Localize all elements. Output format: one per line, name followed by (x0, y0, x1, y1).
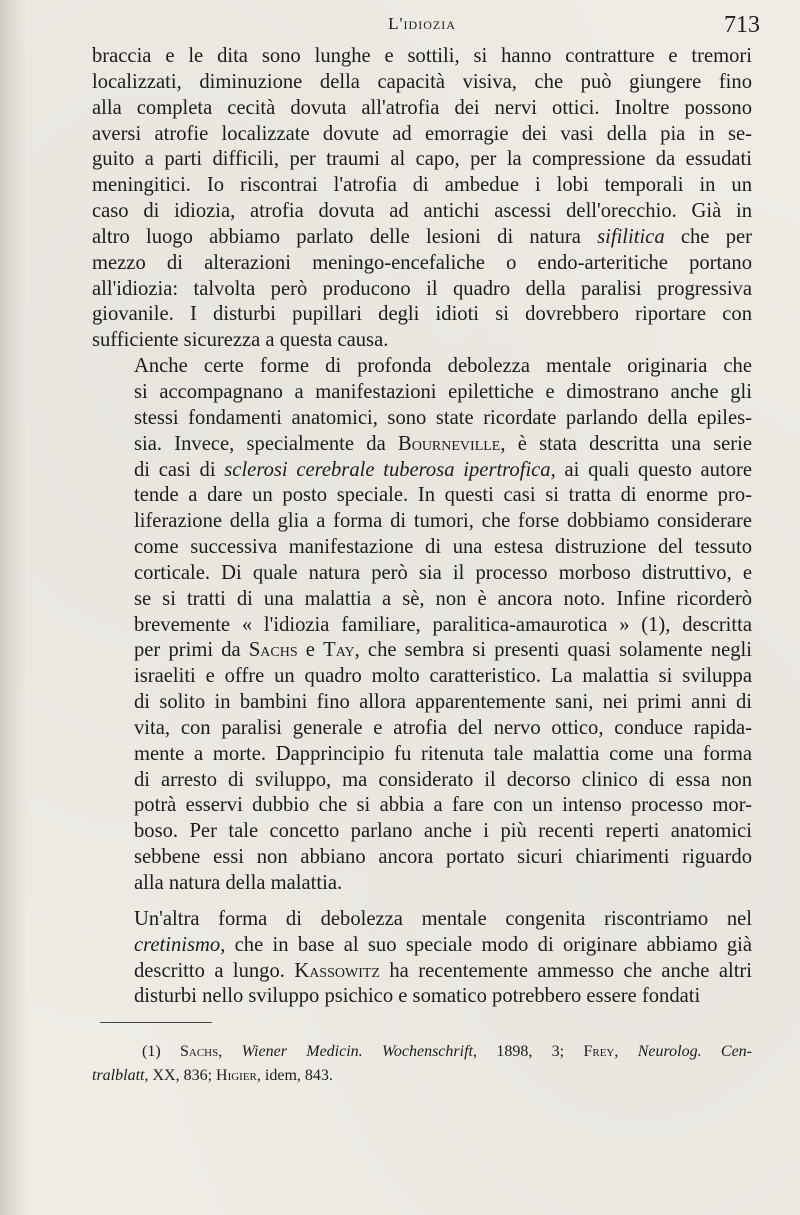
page-spine-shadow (0, 0, 28, 1215)
text-line: sia. Invece, specialmente da Bourneville, è stata descritta una serie (134, 432, 752, 455)
text-line: sebbene essi non abbiano ancora portato sicuri chiarimenti riguardo (134, 846, 752, 869)
text-line: tende a dare un posto speciale. In questi casi si tratta di enorme pro- (134, 484, 752, 507)
text-line: alla completa cecità dovuta all'atrofia dei nervi ottici. Inoltre possono (92, 96, 752, 119)
text-line: alla natura della malattia. (134, 872, 343, 894)
text-line: all'idiozia: talvolta però producono il quadro della paralisi progressiva (92, 277, 752, 300)
paragraph-2 (92, 354, 752, 897)
text-line: giovanile. I disturbi pupillari degli idioti si dovrebbero riportare con (92, 303, 752, 326)
text-line: potrà esservi dubbio che si abbia a fare con un intenso processo mor- (134, 794, 752, 817)
text-line: per primi da Sachs e Tay, che sembra si presenti quasi solamente negli (134, 639, 752, 662)
text-line: brevemente « l'idiozia familiare, paralitica-amaurotica » (1), descritta (134, 613, 752, 636)
text-line: aversi atrofie localizzate dovute ad emorragie dei vasi della pia in se- (92, 122, 752, 145)
body-text (92, 44, 752, 1010)
text-line: disturbi nello sviluppo psichico e somatico potrebbero essere fondati (134, 985, 701, 1008)
text-line: vita, con paralisi generale e atrofia del nervo ottico, conduce rapida- (134, 716, 752, 739)
footnote-line: (1) Sachs, Wiener Medicin. Wochenschrift, 1898, 3; Frey, Neurolog. Cen- (142, 1043, 753, 1060)
text-line: si accompagnano a manifestazioni epilettiche e dimostrano anche gli (134, 380, 752, 403)
text-line: se si tratti di una malattia a sè, non è ancora noto. Infine ricorderò (134, 587, 752, 610)
text-line: meningitici. Io riscontrai l'atrofia di ambedue i lobi temporali in un (92, 174, 752, 197)
text-line: stessi fondamenti anatomici, sono state ricordate parlando della epiles- (134, 406, 752, 429)
paragraph-1 (92, 44, 752, 354)
text-line: liferazione della glia a forma di tumori, che forse dobbiamo considerare (134, 510, 752, 533)
text-line: guito a parti difficili, per traumi al capo, per la compressione da essudati (92, 148, 752, 171)
text-line: corticale. Di quale natura però sia il processo morboso distruttivo, e (134, 561, 752, 584)
text-line: di solito in bambini fino allora apparentemente sani, nei primi anni di (134, 691, 752, 714)
footnote-rule (100, 1022, 212, 1023)
text-line: altro luogo abbiamo parlato delle lesioni di natura sifilitica che per (92, 225, 752, 248)
text-line: cretinismo, che in base al suo speciale modo di originare abbiamo già (134, 933, 752, 956)
running-title: L'idiozia (388, 14, 456, 33)
text-line: di casi di sclerosi cerebrale tuberosa ipertrofica, ai quali questo autore (134, 458, 752, 481)
text-line: Un'altra forma di debolezza mentale congenita riscontriamo nel (134, 907, 752, 930)
text-line: braccia e le dita sono lunghe e sottili, si hanno contratture e tremori (92, 45, 752, 67)
text-line: come successiva manifestazione di una estesa distruzione del tessuto (134, 536, 752, 559)
text-line: di arresto di sviluppo, ma considerato il decorso clinico di essa non (134, 768, 752, 791)
footnote (92, 1040, 752, 1088)
text-line: mezzo di alterazioni meningo-encefaliche o endo-arteritiche portano (92, 251, 752, 274)
text-line: localizzati, diminuzione della capacità visiva, che può giungere fino (92, 70, 752, 93)
text-line: sufficiente sicurezza a questa causa. (92, 329, 389, 352)
text-line: Anche certe forme di profonda debolezza mentale originaria che (134, 355, 752, 378)
page-number: 713 (724, 12, 760, 38)
footnote-line: tralblatt, XX, 836; Higier, idem, 843. (92, 1067, 333, 1084)
text-line: caso di idiozia, atrofia dovuta ad antichi ascessi dell'orecchio. Già in (92, 200, 752, 223)
text-line: boso. Per tale concetto parlano anche i più recenti reperti anatomici (134, 820, 752, 843)
text-line: descritto a lungo. Kassowitz ha recentemente ammesso che anche altri (134, 959, 752, 982)
text-line: mente a morte. Dapprincipio fu ritenuta tale malattia come una forma (134, 742, 752, 765)
text-line: israeliti e offre un quadro molto caratteristico. La malattia si sviluppa (134, 665, 752, 688)
running-head (92, 8, 760, 38)
paragraph-3 (92, 907, 752, 1010)
